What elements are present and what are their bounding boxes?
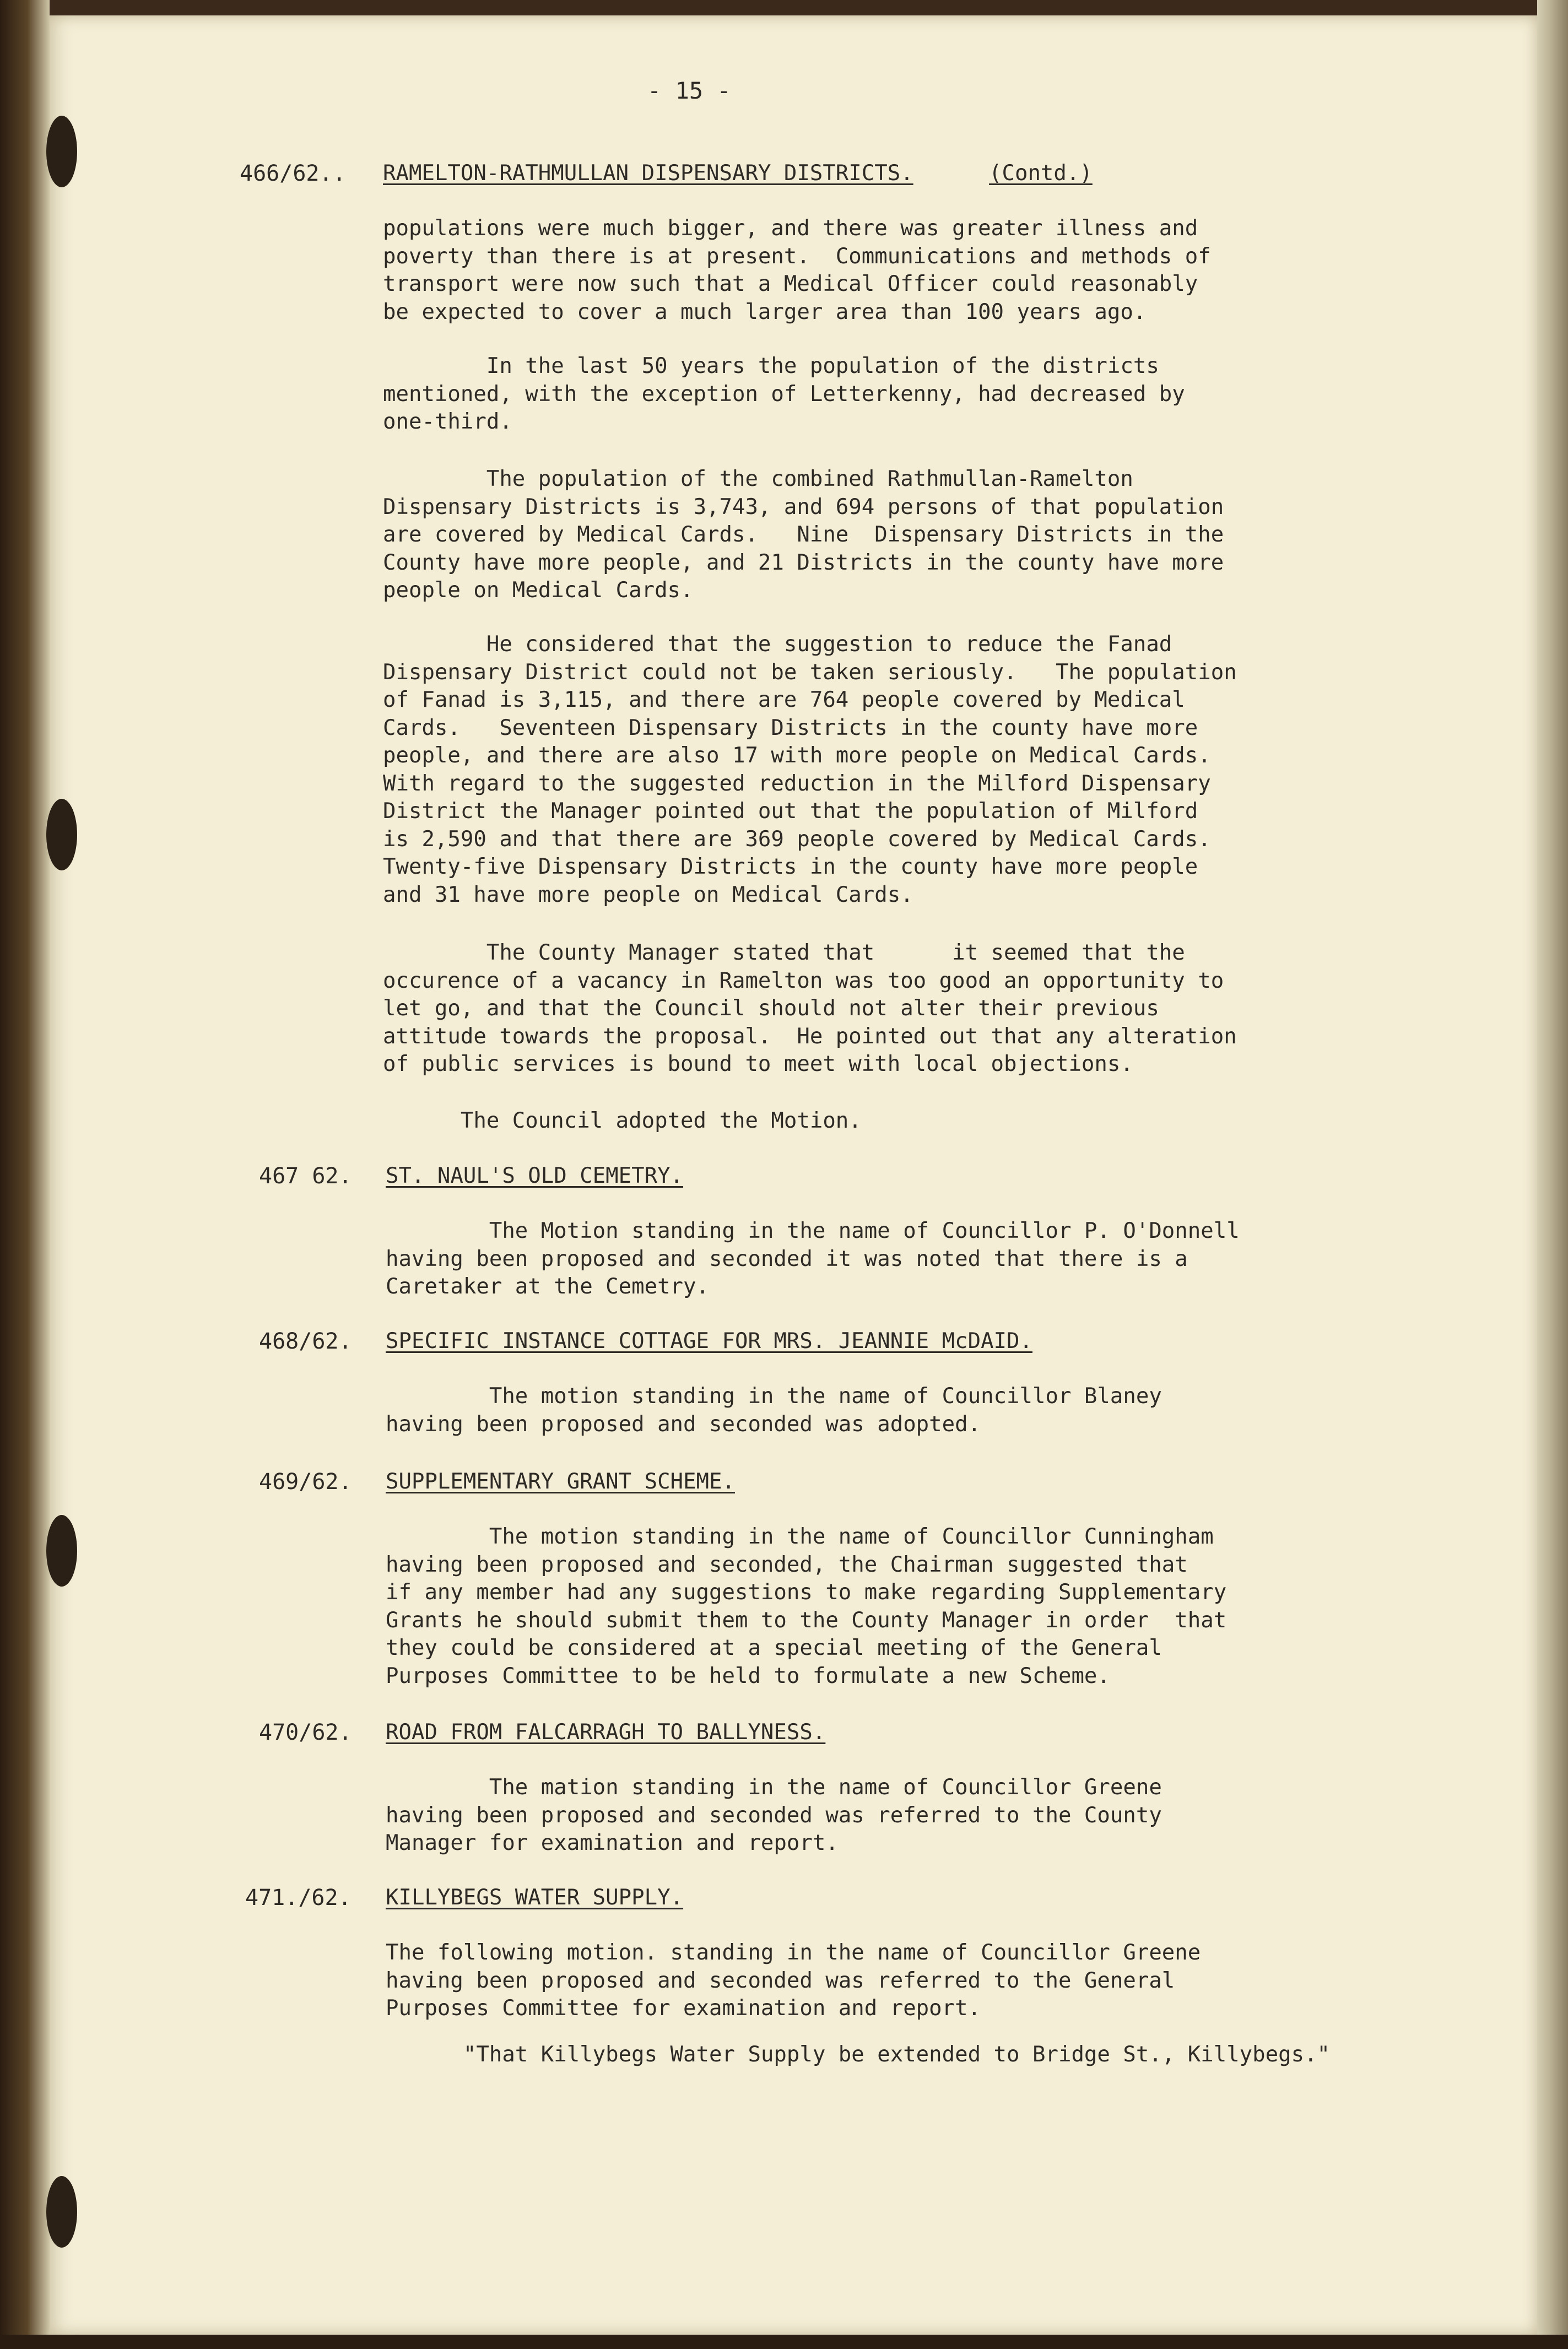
minute-heading: ROAD FROM FALCARRAGH TO BALLYNESS. [386,1720,826,1745]
binder-hole [46,2176,77,2248]
paragraph: populations were much bigger, and there was greater illness and poverty than there is at present. Communications and methods of transport were now such that a Medical Officer could reasonably be expected to cover a much larger area than 100 years ago. [383,216,1211,324]
paragraph: The population of the combined Rathmullan-Ramelton Dispensary Districts is 3,743, and 694 persons of that population are covered by Medical Cards. Nine Dispensary Districts in the County have more people, and 21 Districts in the county have more people on Medical Cards. [383,467,1224,603]
paragraph: In the last 50 years the population of the districts mentioned, with the exception of Letterkenny, had decreased by one-third. [383,354,1185,434]
minute-number: 470/62. [259,1720,352,1745]
paragraph: The Council adopted the Motion. [383,1108,862,1133]
binding-spine [0,0,50,2349]
minute-number: 468/62. [259,1329,352,1354]
minute-number: 466/62.. [240,161,346,186]
minute-number: 469/62. [259,1469,352,1495]
minute-number: 467 62. [259,1163,352,1189]
paragraph: The motion standing in the name of Councillor Cunningham having been proposed and seconded, the Chairman suggested that if any member had any suggestions to make regarding Supplementary Grants he should submit them to the County Manager in order that they could be considered at a special meeting of the General Purposes Committee to be held to formulate a new Scheme. [386,1524,1227,1688]
paragraph: The County Manager stated that it seemed that the occurence of a vacancy in Ramelton was too good an opportunity to let go, and that the Council should not alter their previous attitude towards the proposal. He pointed out that any alteration of public services is bound to meet with local objections. [383,940,1237,1076]
paragraph: The mation standing in the name of Councillor Greene having been proposed and seconded was referred to the County Manager for examination and report. [386,1775,1162,1855]
paragraph: The motion standing in the name of Councillor Blaney having been proposed and seconded was adopted. [386,1384,1162,1437]
minute-heading: ST. NAUL'S OLD CEMETRY. [386,1163,684,1188]
quoted-motion: "That Killybegs Water Supply be extended to Bridge St., Killybegs." [386,2042,1331,2067]
page-bottom-edge [0,2335,1568,2349]
paragraph: He considered that the suggestion to reduce the Fanad Dispensary District could not be taken seriously. The population of Fanad is 3,115, and there are 764 people covered by Medical Cards. Seventeen Dispensary Districts in the county have more people, and there are also 17 with more people on Medical Cards. With regard to the suggested reduction in the Milford Dispensary District the Manager pointed out that the population of Milford is 2,590 and that there are 369 people covered by Medical Cards. Twenty-five Dispensary Districts in the county have more people and 31 have more people on Medical Cards. [383,632,1237,907]
binder-hole [46,799,77,870]
minute-heading-contd: (Contd.) [989,161,1093,186]
minute-heading: KILLYBEGS WATER SUPPLY. [386,1885,684,1910]
binder-hole [46,1515,77,1587]
paragraph: The Motion standing in the name of Councillor P. O'Donnell having been proposed and seconded it was noted that there is a Caretaker at the Cemetry. [386,1219,1240,1299]
page-number: - 15 - [647,77,731,104]
paragraph: The following motion. standing in the name of Councillor Greene having been proposed and seconded was referred to the General Purposes Committee for examination and report. [386,1940,1201,2021]
binder-hole [46,116,77,187]
minute-heading: SPECIFIC INSTANCE COTTAGE FOR MRS. JEANNIE McDAID. [386,1329,1032,1354]
page-edge [1537,0,1568,2349]
minute-heading: RAMELTON-RATHMULLAN DISPENSARY DISTRICTS. [383,161,913,186]
minute-number: 471./62. [245,1885,352,1910]
minute-heading: SUPPLEMENTARY GRANT SCHEME. [386,1469,735,1494]
